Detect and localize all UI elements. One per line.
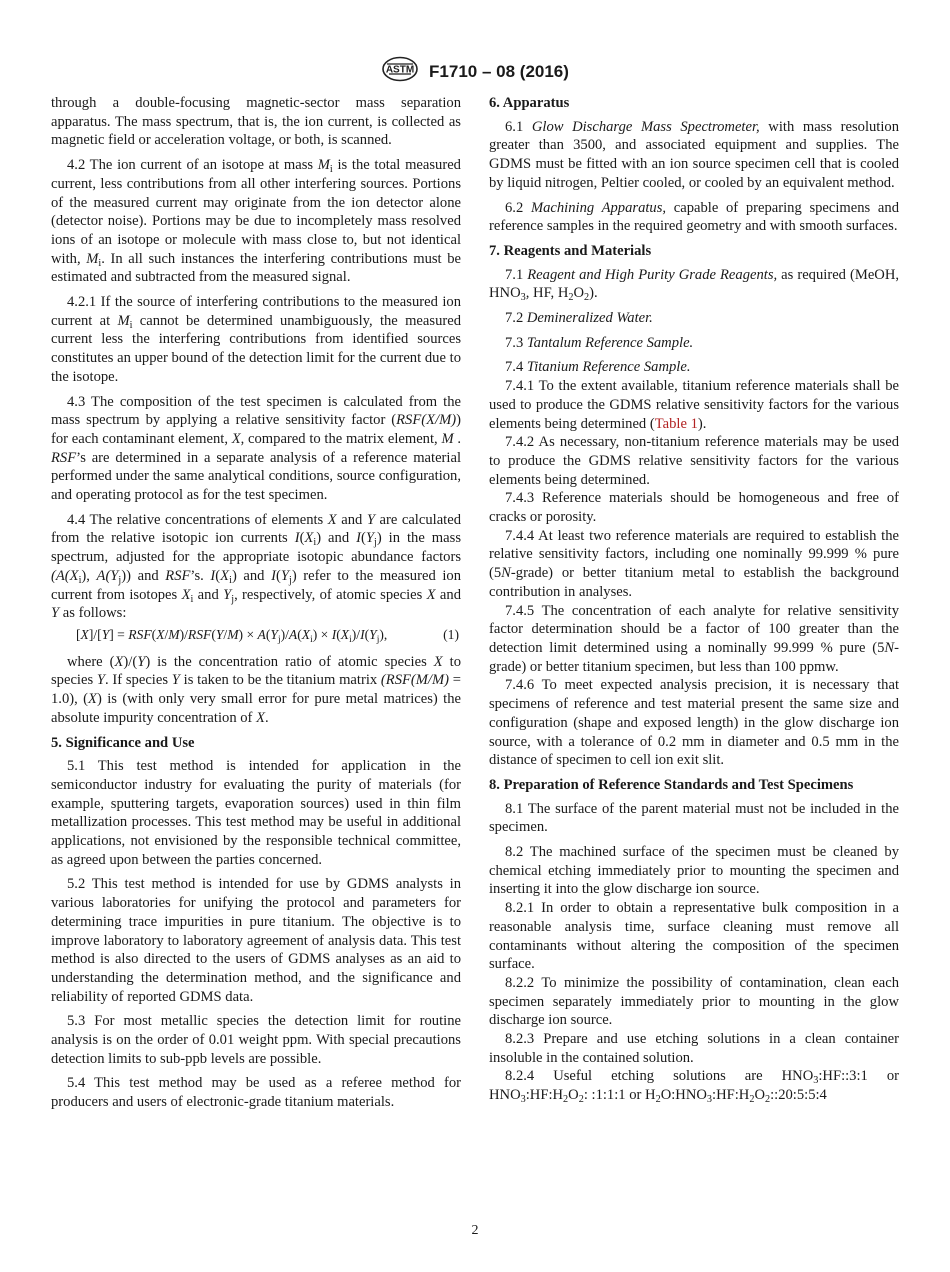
paragraph: 6.2 Machining Apparatus, capable of preparing specimens and reference samples in the required geometry and with smooth surfaces.: [489, 199, 899, 235]
equation-number: (1): [443, 626, 459, 642]
paragraph: 4.2.1 If the source of interfering contributions to the measured ion current at $M_i$ cannot be determined unambiguously, the measured current less the interfering contributions from identified sources constitutes an upper bound of the detection limit for the current due to the isotope.: [51, 294, 461, 385]
paragraph: 8.2.4 Useful etching solutions are $HNO_3:HF::3:1$ or $HNO_3:HF:H_2O_2$: :1:1:1 or $H_2O:HNO_3:HF:H_2O_2::20:5:5:4$: [489, 1068, 899, 1106]
paragraph: 4.2 The ion current of an isotope at mass $M_i$ is the total measured current, less contributions from all other interfering sources. Portions of the measured current may originate from the ion detector alone (detector noise). Portions may be due to incompletely mass resolved ions of an isotope or molecule with mass close to, but not identical with, $M_i$. In all such instances the interfering contributions must be estimated and subtracted from the measured signal.: [51, 157, 462, 286]
svg-text:ASTM: ASTM: [385, 64, 415, 76]
paragraph: 8.2.3 Prepare and use etching solutions in a clean container insoluble in the contained solution.: [489, 1031, 899, 1066]
section-heading: 7. Reagents and Materials: [489, 242, 652, 259]
section-heading: 6. Apparatus: [489, 95, 570, 111]
left-column: [51, 94, 461, 1118]
paragraph: 8.2.1 In order to obtain a representative bulk composition in a reasonable analysis time, surface cleaning must remove all contaminants without altering the composition of the specimen surface.: [489, 900, 899, 973]
section-heading: 8. Preparation of Reference Standards and Test Specimens: [489, 776, 854, 793]
paragraph: 7.4.2 As necessary, non-titanium reference materials may be used to produce the GDMS relative sensitivity factors for the various elements being determined.: [489, 434, 899, 488]
page-header: [0, 56, 950, 87]
paragraph: 4.4 The relative concentrations of elements X and Y are calculated from the relative isotopic ion currents $I(X_i)$ and $I(Y_j)$ in the mass spectrum, adjusted for the appropriate isotopic abundance factors ($A(X_i)$, $A(Y_j)$) and RSF’s. $I(X_i)$ and $I(Y_j)$ refer to the measured ion current from isotopes $X_i$ and $Y_j$, respectively, of atomic species X and Y as follows:: [51, 511, 461, 622]
paragraph: 5.4 This test method may be used as a referee method for producers and users of electronic-grade titanium materials.: [51, 1075, 461, 1111]
right-column: [489, 94, 899, 1105]
paragraph: 5.1 This test method is intended for application in the semiconductor industry for evaluating the purity of materials (for example, sputtering targets, evaporation sources) used in thin film metallization processes. This test method may be useful in additional applications, not envisioned by the responsible technical committee, as agreed upon between the parties concerned.: [51, 758, 461, 868]
paragraph: 8.2 The machined surface of the specimen must be cleaned by chemical etching immediately prior to mounting the specimen and inserting it into the glow discharge ion source.: [489, 844, 899, 898]
table-1-link[interactable]: Table 1: [654, 415, 698, 432]
page-number: 2: [471, 1223, 479, 1238]
paragraph: 4.3 The composition of the test specimen is calculated from the mass spectrum by applying a relative sensitivity factor (RSF(X/M)) for each contaminant element, X, compared to the matrix element, M . RSF’s are determined in a separate analysis of a reference material performed under the same analytical conditions, source configuration, and operating protocol as for the test specimen.: [51, 393, 462, 504]
paragraph: 7.4 Titanium Reference Sample.: [505, 359, 691, 376]
equation: [51, 626, 461, 645]
paragraph: 7.2 Demineralized Water.: [505, 310, 653, 327]
paragraph: 8.2.2 To minimize the possibility of contamination, clean each specimen separately immediately prior to mounting in the glow discharge ion source.: [489, 974, 899, 1029]
paragraph: 5.2 This test method is intended for use by GDMS analysts in various laboratories for unifying the protocol and parameters for determining trace impurities in pure titanium. The objective is to improve laboratory to laboratory agreement of analysis data. This test method is also directed to the users of GDMS analyses as an aid to understanding the determination method, and the significance and reliability of reported GDMS data.: [51, 876, 461, 1005]
paragraph: 7.4.1 To the extent available, titanium reference materials shall be used to produce the GDMS relative sensitivity factors for the various elements being determined (Table 1).: [489, 378, 899, 432]
equation-body: $[X]/[Y] = RSF(X/M)/RSF(Y/M) \times A(Y_j)/A(X_i) \times I(X_i)/I(Y_j)$,: [76, 626, 388, 645]
paragraph: 8.1 The surface of the parent material must not be included in the specimen.: [489, 800, 899, 836]
paragraph: through a double-focusing magnetic-sector mass separation apparatus. The mass spectrum, that is, the ion current, is collected as magnetic field or acceleration voltage, or both, is scanned.: [51, 95, 461, 149]
section-heading: 5. Significance and Use: [51, 734, 195, 751]
paragraph: 6.1 Glow Discharge Mass Spectrometer, with mass resolution greater than 3500, and associated equipment and supplies. The GDMS must be fitted with an ion source specimen cell that is cooled by liquid nitrogen, Peltier cooled, or cooled by an equivalent method.: [489, 118, 900, 191]
standard-designation: F1710 – 08 (2016): [429, 61, 569, 81]
paragraph: 7.3 Tantalum Reference Sample.: [505, 334, 694, 351]
paragraph: 7.4.6 To meet expected analysis precision, it is necessary that specimens of reference and test material present the same size and configuration (shape and exposed length) in the glow discharge ion source, with a tolerance of 0.2 mm in diameter and 0.5 mm in the distance of specimen to cell ion exit slit.: [489, 677, 899, 769]
paragraph: 5.3 For most metallic species the detection limit for routine analysis is on the order of 0.01 weight ppm. With special precautions detection limits to sub-ppb levels are possible.: [51, 1013, 461, 1067]
paragraph: 7.4.4 At least two reference materials are required to establish the relative sensitivity factors, including one nominally 99.999 % pure (5N-grade) or better titanium metal to establish the background contribution in analyses.: [489, 527, 899, 600]
astm-logo-icon: [381, 56, 419, 87]
paragraph: 7.4.5 The concentration of each analyte for relative sensitivity factor determination should be a factor of 100 greater than the detection limit determined using a nominally 99.999 % pure (5N-grade) or better titanium specimen, but less than 100 ppmw.: [489, 602, 899, 675]
paragraph: 7.1 Reagent and High Purity Grade Reagents, as required (MeOH, $HNO_3$, HF, $H_2O_2$).: [489, 266, 900, 304]
paragraph: where (X)/(Y) is the concentration ratio of atomic species X to species Y. If species Y is taken to be the titanium matrix (RSF(M/M) = 1.0), (X) is (with only very small error for pure metal matrices) the absolute impurity concentration of X.: [51, 653, 461, 726]
paragraph: 7.4.3 Reference materials should be homogeneous and free of cracks or porosity.: [489, 490, 899, 526]
